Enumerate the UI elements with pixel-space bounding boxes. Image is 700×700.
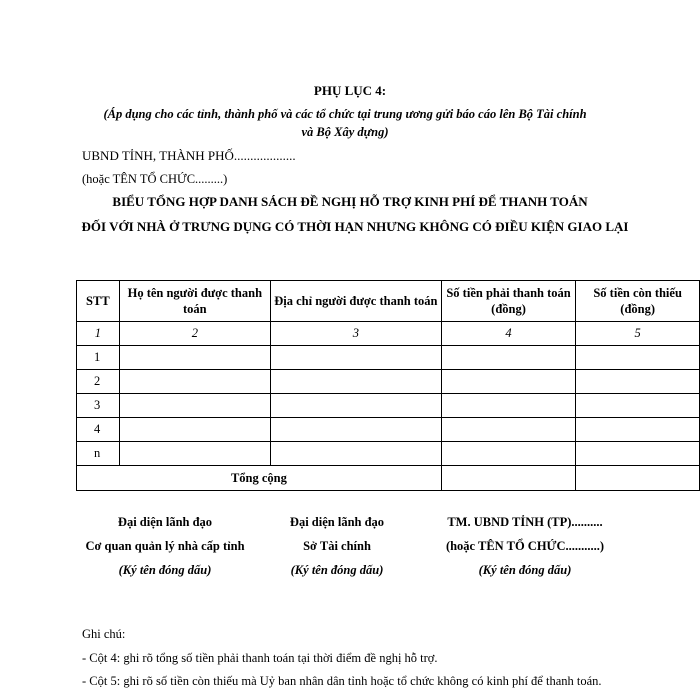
table-row — [77, 370, 700, 394]
column-header-amount-shortfall: Số tiền còn thiếu (đồng) — [576, 281, 700, 322]
row-number: 4 — [77, 418, 120, 442]
signature-instruction: (Ký tên đóng dấu) — [290, 563, 384, 577]
column-number-row — [77, 322, 700, 346]
column-number: 4 — [441, 322, 576, 346]
table-cell — [576, 370, 700, 394]
scope-note: (Áp dụng cho các tỉnh, thành phố và các tổ chức tại trung ương gửi báo cáo lên Bộ Tài chính và Bộ Xây dựng) — [103, 107, 587, 139]
table-cell — [576, 466, 700, 491]
column-number: 5 — [576, 322, 700, 346]
total-label: Tổng cộng — [77, 466, 442, 491]
table-cell — [119, 346, 270, 370]
row-number: 2 — [77, 370, 120, 394]
table-cell — [119, 418, 270, 442]
organization-line: (hoặc TÊN TỔ CHỨC.........) — [82, 172, 228, 186]
column-number: 2 — [119, 322, 270, 346]
column-header-amount-due: Số tiền phải thanh toán (đồng) — [441, 281, 576, 322]
table-cell — [441, 442, 576, 466]
signature-block-housing-agency — [75, 510, 255, 582]
signature-block-finance-department — [262, 510, 412, 582]
table-cell — [270, 346, 441, 370]
province-line: UBND TỈNH, THÀNH PHỐ................... — [82, 148, 296, 163]
table-row — [77, 442, 700, 466]
signature-instruction: (Ký tên đóng dấu) — [478, 563, 572, 577]
column-header-stt: STT — [77, 281, 120, 322]
row-number: 3 — [77, 394, 120, 418]
note-column-4: - Cột 4: ghi rõ tổng số tiền phải thanh toán tại thời điểm đề nghị hỗ trợ. — [82, 651, 438, 665]
table-cell — [576, 418, 700, 442]
notes-title: Ghi chú: — [82, 627, 126, 641]
total-row — [77, 466, 700, 491]
signature-organization: Cơ quan quản lý nhà cấp tỉnh — [85, 539, 245, 553]
note-column-5: - Cột 5: ghi rõ số tiền còn thiếu mà Uỷ ban nhân dân tỉnh hoặc tổ chức không có kinh phí để thanh toán. — [82, 674, 602, 688]
summary-table — [76, 280, 700, 491]
table-row — [77, 394, 700, 418]
column-header-address: Địa chỉ người được thanh toán — [270, 281, 441, 322]
table-cell — [441, 466, 576, 491]
table-header-row — [77, 281, 700, 322]
table-cell — [270, 442, 441, 466]
signature-block-provincial-committee — [425, 510, 625, 582]
table-cell — [119, 370, 270, 394]
table-cell — [441, 370, 576, 394]
row-number: 1 — [77, 346, 120, 370]
table-cell — [576, 394, 700, 418]
table-cell — [441, 346, 576, 370]
signature-instruction: (Ký tên đóng dấu) — [118, 563, 212, 577]
form-heading-line1: BIỂU TỔNG HỢP DANH SÁCH ĐỀ NGHỊ HỖ TRỢ KINH PHÍ ĐỂ THANH TOÁN — [112, 194, 588, 209]
table-cell — [119, 394, 270, 418]
column-header-name: Họ tên người được thanh toán — [119, 281, 270, 322]
appendix-title: PHỤ LỤC 4: — [313, 83, 387, 98]
table-row — [77, 418, 700, 442]
table-cell — [270, 370, 441, 394]
signature-title: Đại diện lãnh đạo — [117, 515, 213, 529]
table-cell — [270, 418, 441, 442]
table-cell — [270, 394, 441, 418]
table-cell — [576, 346, 700, 370]
table-cell — [441, 418, 576, 442]
signature-title: Đại diện lãnh đạo — [289, 515, 385, 529]
signature-title: TM. UBND TỈNH (TP).......... — [447, 515, 603, 529]
column-number: 3 — [270, 322, 441, 346]
form-heading-line2: ĐỐI VỚI NHÀ Ở TRƯNG DỤNG CÓ THỜI HẠN NHƯNG KHÔNG CÓ ĐIỀU KIỆN GIAO LẠI — [81, 219, 629, 234]
column-number: 1 — [77, 322, 120, 346]
table-cell — [119, 442, 270, 466]
signature-organization: Sở Tài chính — [303, 539, 371, 553]
signature-organization: (hoặc TÊN TỔ CHỨC...........) — [445, 539, 605, 553]
table-row — [77, 346, 700, 370]
table-cell — [576, 442, 700, 466]
table-cell — [441, 394, 576, 418]
row-number: n — [77, 442, 120, 466]
